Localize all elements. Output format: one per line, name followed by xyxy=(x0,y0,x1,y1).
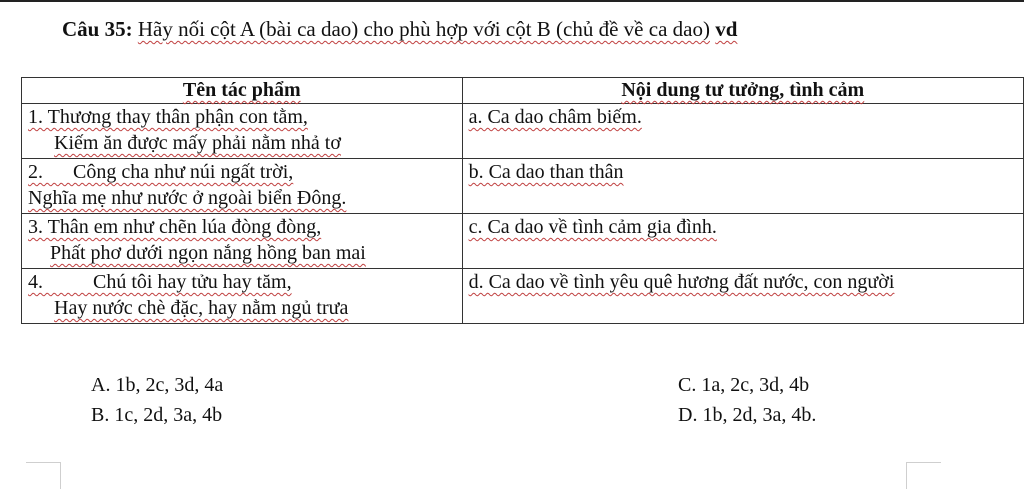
question-text: Hãy nối cột A (bài ca dao) cho phù hợp với cột B (chủ đề về ca dao) xyxy=(137,17,710,41)
verse-line-1: 2. Công cha như núi ngất trời, xyxy=(28,161,294,183)
cell-a xyxy=(22,214,463,269)
page-corner-mark-left xyxy=(26,462,61,489)
verse-line-1: 3. Thân em như chẽn lúa đòng đòng, xyxy=(28,216,322,238)
cell-b: d. Ca dao về tình yêu quê hương đất nước, con người xyxy=(462,269,1023,324)
table-header-row xyxy=(22,78,1024,104)
cell-a xyxy=(22,104,463,159)
cell-b: b. Ca dao than thân xyxy=(462,159,1023,214)
question-number: Câu 35: xyxy=(62,17,133,41)
table-row xyxy=(22,214,1024,269)
table-row xyxy=(22,159,1024,214)
header-col-a: Tên tác phẩm xyxy=(22,78,463,104)
verse-line-1: 4. Chú tôi hay tửu hay tăm, xyxy=(28,271,292,293)
verse-line-2: Kiếm ăn được mấy phải nằm nhả tơ xyxy=(54,132,341,154)
question-tag: vd xyxy=(715,17,738,41)
answer-option-d[interactable]: D. 1b, 2d, 3a, 4b. xyxy=(678,404,817,426)
cell-a xyxy=(22,269,463,324)
matching-table xyxy=(21,77,1024,324)
verse-line-2: Hay nước chè đặc, hay nằm ngủ trưa xyxy=(54,297,349,319)
question-heading xyxy=(62,15,737,43)
cell-a xyxy=(22,159,463,214)
table-row xyxy=(22,104,1024,159)
answer-option-b[interactable]: B. 1c, 2d, 3a, 4b xyxy=(91,404,223,426)
cell-b: a. Ca dao châm biếm. xyxy=(462,104,1023,159)
top-border-line xyxy=(0,0,1024,2)
verse-line-2: Phất phơ dưới ngọn nắng hồng ban mai xyxy=(50,242,366,264)
page-corner-mark-right xyxy=(906,462,941,489)
cell-b: c. Ca dao về tình cảm gia đình. xyxy=(462,214,1023,269)
verse-line-2: Nghĩa mẹ như nước ở ngoài biển Đông. xyxy=(28,187,347,209)
answer-option-a[interactable]: A. 1b, 2c, 3d, 4a xyxy=(91,374,224,396)
header-col-b: Nội dung tư tưởng, tình cảm xyxy=(462,78,1023,104)
table-row xyxy=(22,269,1024,324)
verse-line-1: 1. Thương thay thân phận con tằm, xyxy=(28,106,308,128)
answer-option-c[interactable]: C. 1a, 2c, 3d, 4b xyxy=(678,374,810,396)
